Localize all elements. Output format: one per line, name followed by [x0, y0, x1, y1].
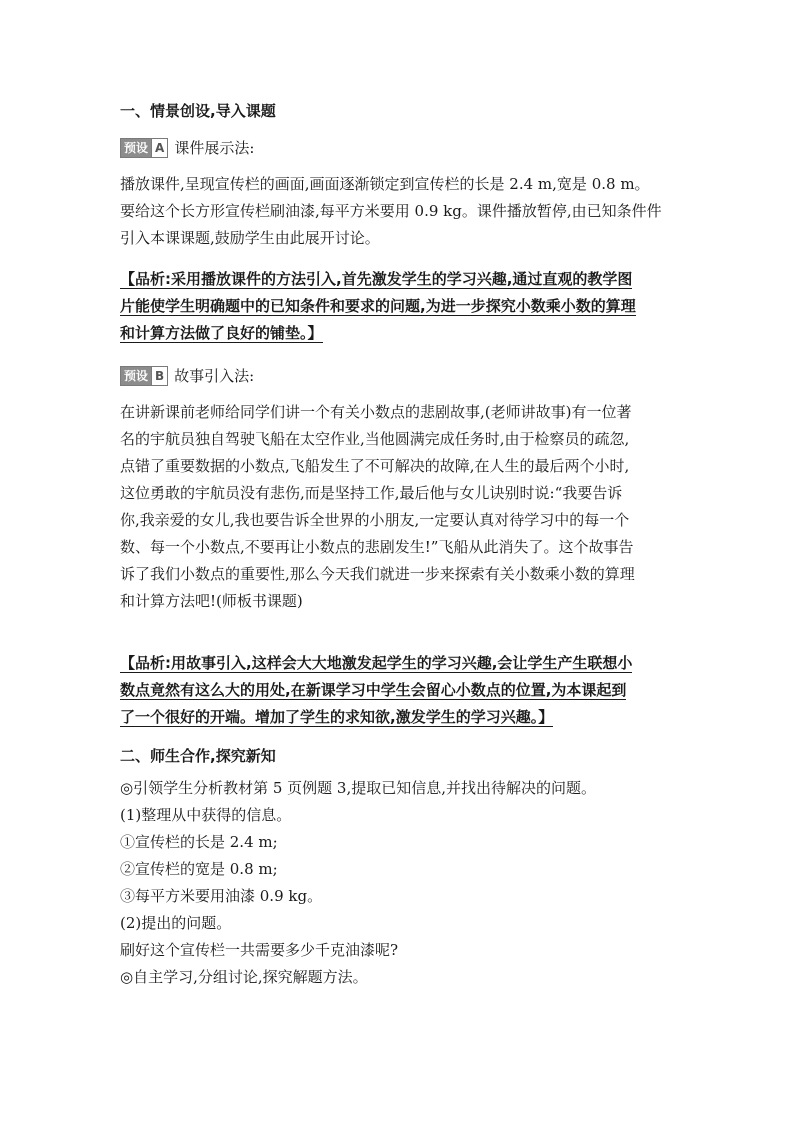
- section-1-heading: 一、情景创设,导入课题: [120, 102, 276, 120]
- paragraph-line: 数、每一个小数点,不要再让小数点的悲剧发生!”飞船从此消失了。这个故事告: [120, 538, 634, 556]
- paragraph-line: 和计算方法吧!(师板书课题): [120, 592, 303, 610]
- analysis-line: 【品析:采用播放课件的方法引入,首先激发学生的学习兴趣,通过直观的教学图: [120, 270, 633, 288]
- paragraph-line: 这位勇敢的宇航员没有悲伤,而是坚持工作,最后他与女儿诀别时说:“我要告诉: [120, 484, 623, 502]
- preset-a-title: 课件展示法:: [174, 139, 255, 157]
- preset-b-paragraph: [120, 402, 680, 611]
- preset-a-analysis: [120, 269, 680, 343]
- paragraph-line: 诉了我们小数点的重要性,那么今天我们就进一步来探索有关小数乘小数的算理: [120, 565, 635, 583]
- preset-a-badge: [120, 138, 168, 158]
- analysis-line: 【品析:用故事引入,这样会大大地激发起学生的学习兴趣,会让学生产生联想小: [120, 654, 633, 672]
- preset-b-title: 故事引入法:: [174, 367, 255, 385]
- section-2-content: [120, 778, 680, 987]
- paragraph-line: 引入本课课题,鼓励学生由此展开讨论。: [120, 229, 380, 247]
- preset-b-analysis: [120, 653, 680, 727]
- analysis-line: 片能使学生明确题中的已知条件和要求的问题,为进一步探究小数乘小数的算理: [120, 297, 636, 315]
- content-line: 刷好这个宣传栏一共需要多少千克油漆呢?: [120, 941, 399, 959]
- analysis-line: 数点竟然有这么大的用处,在新课学习中学生会留心小数点的位置,为本课起到: [120, 681, 627, 699]
- paragraph-line: 要给这个长方形宣传栏刷油漆,每平方米要用 0.9 kg。课件播放暂停,由已知条件件: [120, 202, 662, 220]
- analysis-line: 和计算方法做了良好的铺垫。】: [120, 324, 323, 342]
- preset-b-header: [120, 365, 680, 387]
- analysis-line: 了一个很好的开端。增加了学生的求知欲,激发学生的学习兴趣。】: [120, 708, 554, 726]
- content-line: (1)整理从中获得的信息。: [120, 806, 292, 824]
- content-line: ②宣传栏的宽是 0.8 m;: [120, 860, 278, 878]
- paragraph-line: 点错了重要数据的小数点,飞船发生了不可解决的故障,在人生的最后两个小时,: [120, 457, 630, 475]
- content-line: ◎自主学习,分组讨论,探究解题方法。: [120, 968, 368, 986]
- paragraph-line: 你,我亲爱的女儿,我也要告诉全世界的小朋友,一定要认真对待学习中的每一个: [120, 511, 630, 529]
- preset-a-badge-letter: A: [151, 139, 167, 157]
- preset-a-badge-label: 预设: [121, 139, 151, 157]
- preset-a-paragraph: [120, 174, 680, 248]
- paragraph-line: 名的宇航员独自驾驶飞船在太空作业,当他圆满完成任务时,由于检察员的疏忽,: [120, 430, 630, 448]
- content-line: (2)提出的问题。: [120, 914, 232, 932]
- preset-b-badge-letter: B: [151, 367, 167, 385]
- content-line: ①宣传栏的长是 2.4 m;: [120, 833, 278, 851]
- section-2-heading: 二、师生合作,探究新知: [120, 747, 276, 765]
- preset-b-badge: [120, 366, 168, 386]
- paragraph-line: 播放课件,呈现宣传栏的画面,画面逐渐锁定到宣传栏的长是 2.4 m,宽是 0.8 m。: [120, 175, 650, 193]
- content-line: ③每平方米要用油漆 0.9 kg。: [120, 887, 323, 905]
- preset-b-badge-label: 预设: [121, 367, 151, 385]
- paragraph-line: 在讲新课前老师给同学们讲一个有关小数点的悲剧故事,(老师讲故事)有一位著: [120, 403, 632, 421]
- preset-a-header: [120, 137, 680, 159]
- content-line: ◎引领学生分析教材第 5 页例题 3,提取已知信息,并找出待解决的问题。: [120, 779, 597, 797]
